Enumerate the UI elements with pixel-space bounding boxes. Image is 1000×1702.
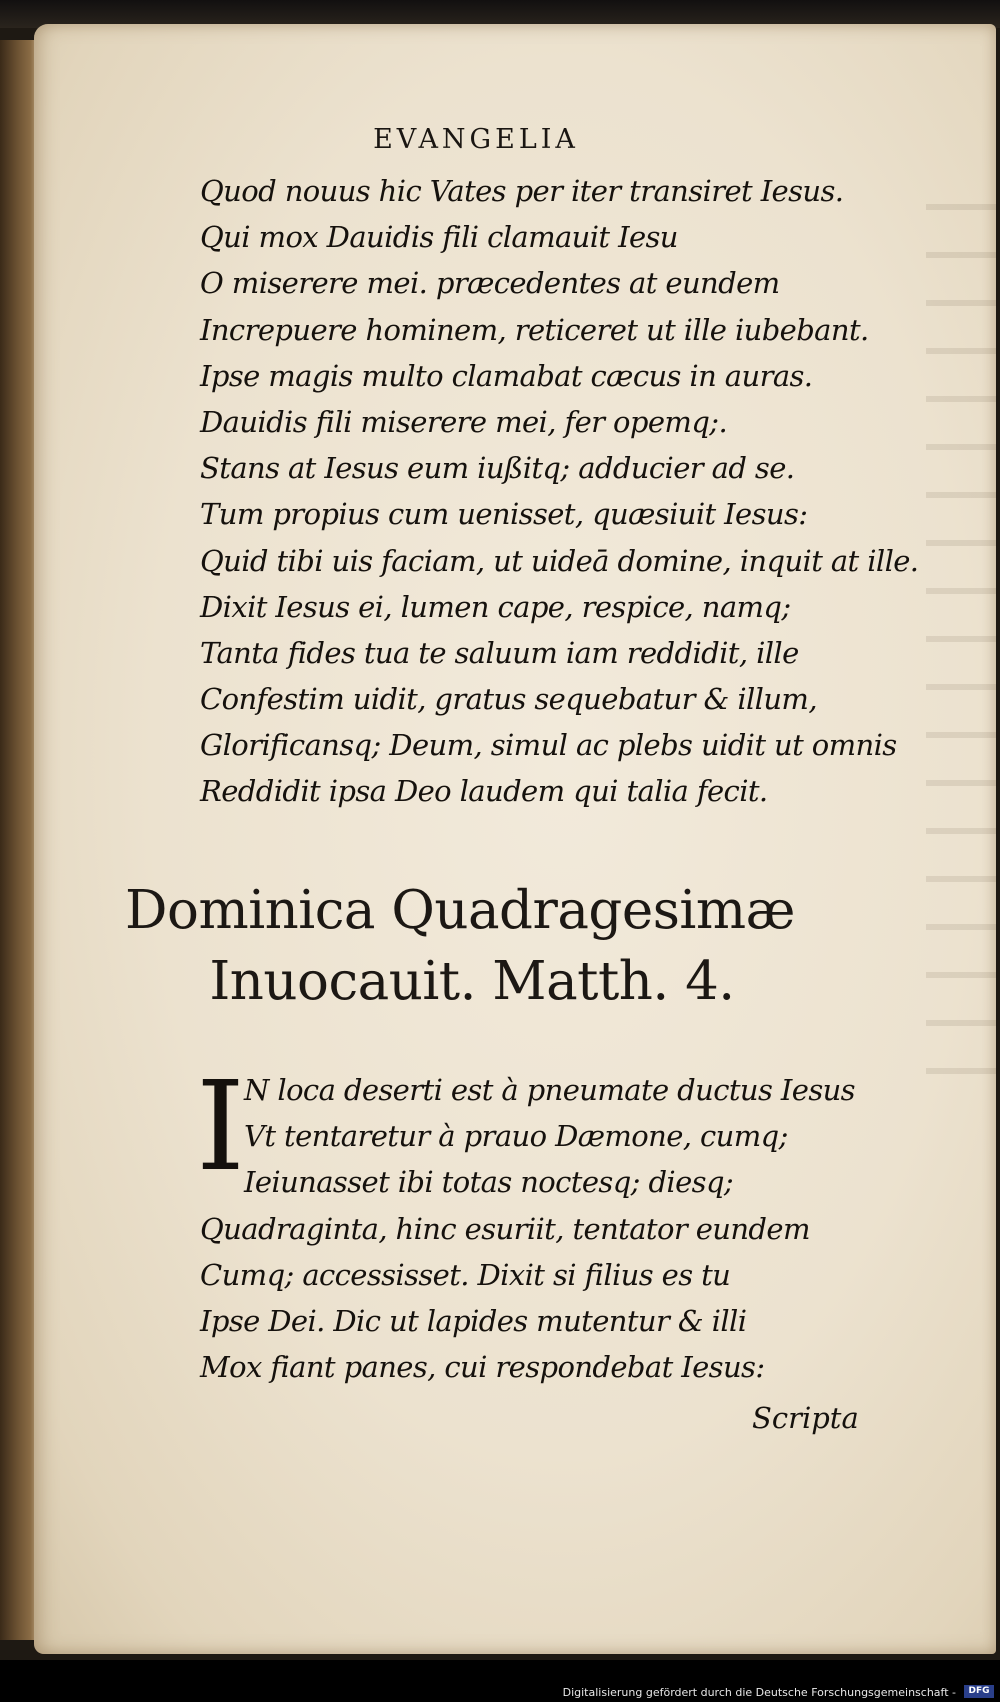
verse-line: Dixit Iesus ei, lumen cape, respice, namq;	[200, 589, 791, 624]
verse-line: Ipse Dei. Dic ut lapides mutentur & illi	[200, 1303, 747, 1338]
catchword: Scripta	[752, 1401, 859, 1435]
verse-line: Dauidis fili miserere mei, fer opemq;.	[200, 404, 728, 439]
section-heading-line-1: Dominica Quadragesimæ	[125, 880, 795, 941]
verse-line: N loca deserti est à pneumate ductus Iesus	[244, 1073, 855, 1107]
verse-line: Tanta fides tua te saluum iam reddidit, ille	[200, 635, 799, 670]
verse-line: O miserere mei. præcedentes at eundem	[200, 266, 780, 301]
verse-line: Ipse magis multo clamabat cæcus in auras.	[200, 358, 813, 393]
verse-line: Vt tentaretur à prauo Dæmone, cumq;	[244, 1119, 788, 1154]
verse-line: Confestim uidit, gratus sequebatur & illum,	[200, 682, 817, 717]
verse-block-bottom	[200, 1067, 920, 1390]
verse-line: Stans at Iesus eum iußitq; adducier ad se.	[200, 451, 795, 486]
verse-line: Increpuere hominem, reticeret ut ille iubebant.	[200, 312, 869, 347]
section-heading-line-2: Inuocauit. Matth. 4.	[209, 951, 735, 1012]
verse-line: Ieiunasset ibi totas noctesq; diesq;	[244, 1165, 734, 1200]
running-head: EVANGELIA	[373, 124, 579, 155]
verse-block-top	[200, 168, 920, 815]
verse-line: Mox fiant panes, cui respondebat Iesus:	[200, 1350, 765, 1385]
book-spine-edge	[0, 40, 38, 1640]
verse-line: Cumq; accessisset. Dixit si filius es tu	[200, 1257, 731, 1292]
dfg-logo: DFG	[964, 1685, 994, 1698]
verse-line: Qui mox Dauidis fili clamauit Iesu	[200, 220, 678, 255]
verse-line: Reddidit ipsa Deo laudem qui talia fecit.	[200, 774, 768, 809]
verse-line: Quid tibi uis faciam, ut uideā domine, inquit at ille.	[200, 543, 919, 578]
verse-line: Quod nouus hic Vates per iter transiret Iesus.	[200, 174, 844, 208]
verse-line: Quadraginta, hinc esuriit, tentator eundem	[200, 1211, 810, 1246]
drop-cap: I	[196, 1055, 245, 1199]
verse-line: Tum propius cum uenisset, quæsiuit Iesus:	[200, 497, 808, 532]
verse-line: Glorificansq; Deum, simul ac plebs uidit ut omnis	[200, 728, 897, 763]
digitization-credit: Digitalisierung gefördert durch die Deutsche Forschungsgemeinschaft -	[562, 1686, 956, 1699]
